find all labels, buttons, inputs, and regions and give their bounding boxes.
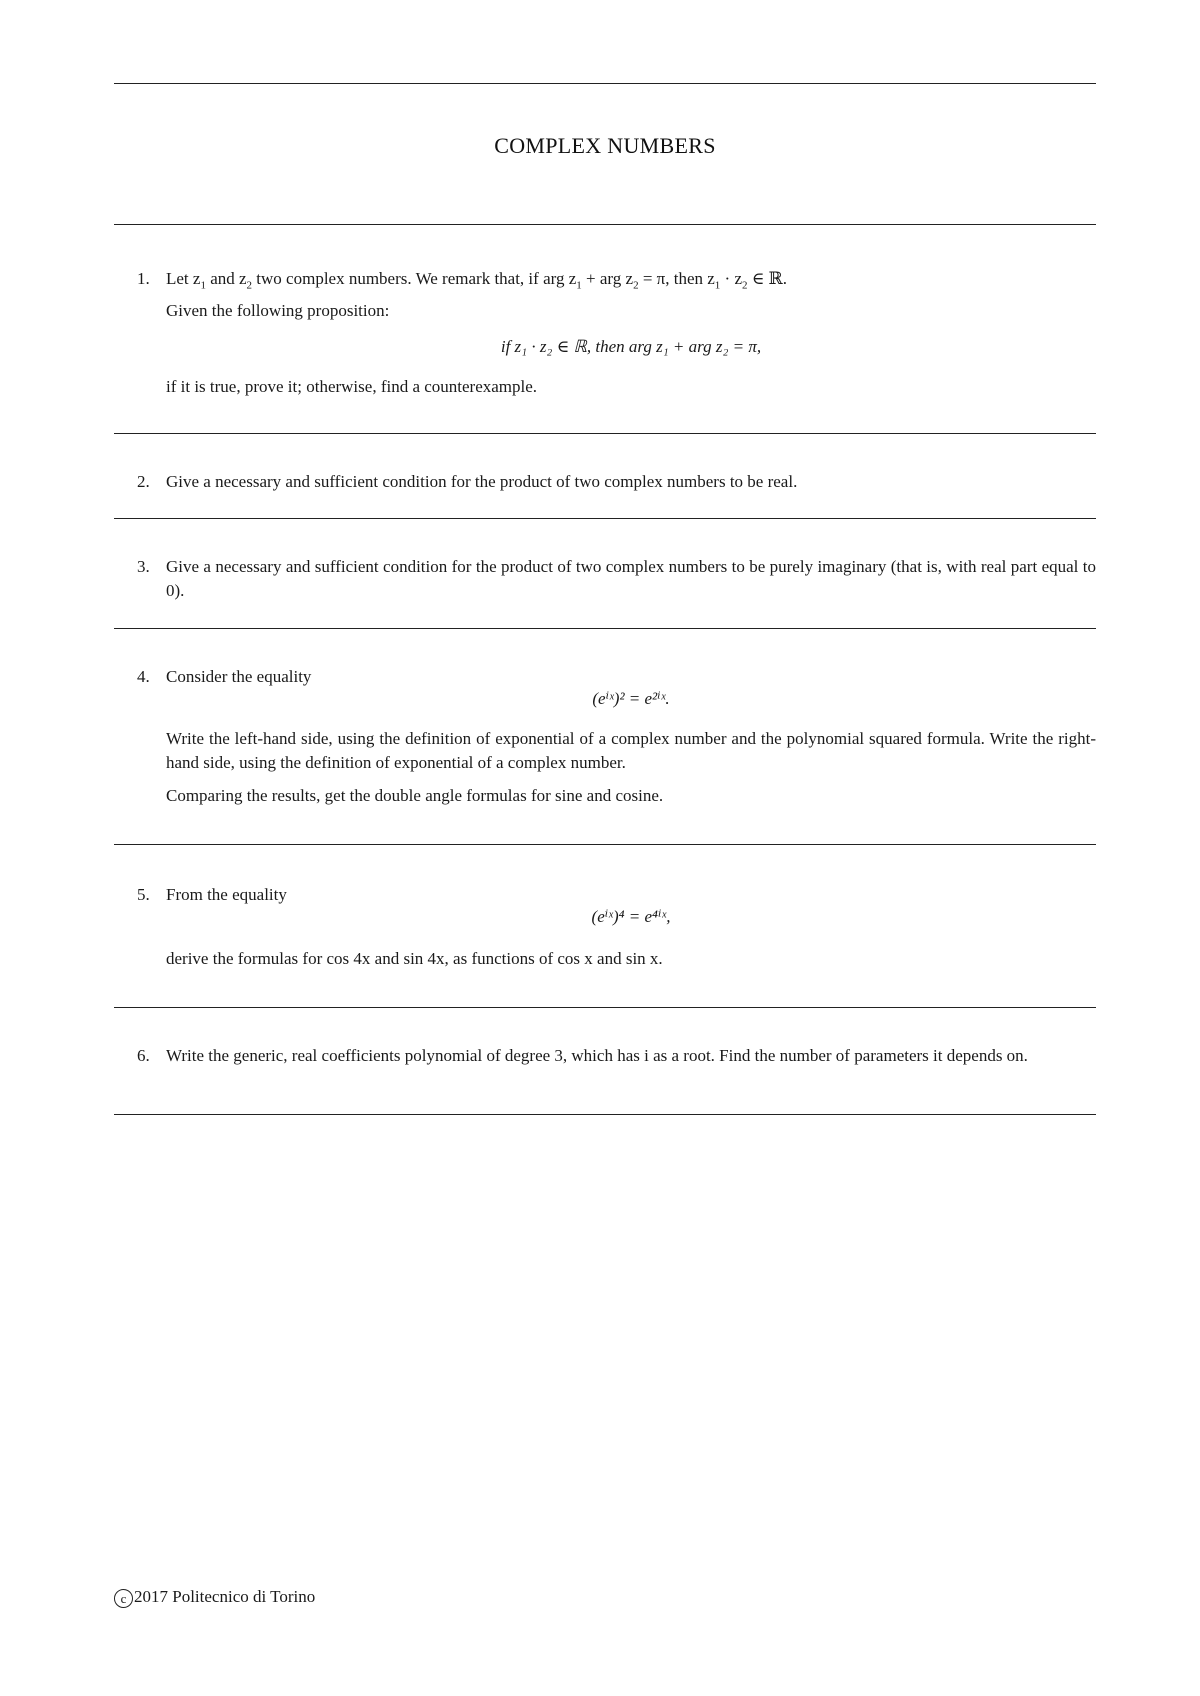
rule-5	[114, 1007, 1096, 1008]
rule-3	[114, 628, 1096, 629]
rule-2	[114, 518, 1096, 519]
exercise-number: 6.	[137, 1046, 150, 1065]
exercise-6	[114, 1044, 1096, 1068]
exercise-number: 2.	[137, 472, 150, 491]
exercise-1-line-3: if it is true, prove it; otherwise, find a counterexample.	[166, 377, 538, 396]
top-rule	[114, 83, 1096, 84]
exercise-1-line-2: Given the following proposition:	[166, 301, 390, 320]
exercise-number: 5.	[137, 885, 150, 904]
exercise-4-intro: Consider the equality	[166, 667, 312, 686]
rule-6	[114, 1114, 1096, 1115]
rule-4	[114, 844, 1096, 845]
exercise-number: 3.	[137, 557, 150, 576]
exercise-4-para-2: Comparing the results, get the double angle formulas for sine and cosine.	[166, 786, 664, 805]
exercise-6-text: Write the generic, real coefficients polynomial of degree 3, which has i as a root. Find the number of parameters it depends on.	[166, 1046, 1028, 1065]
exercise-5-para-1: derive the formulas for cos 4x and sin 4x, as functions of cos x and sin x.	[166, 949, 663, 968]
exercise-5-display: (eⁱˣ)⁴ = e⁴ⁱˣ,	[591, 907, 671, 926]
exercise-4-display: (eⁱˣ)² = e²ⁱˣ.	[592, 689, 670, 708]
exercise-1-line-1: Let $z_1$ and $z_2$ two complex numbers. We remark that, if arg $z_1$ + arg $z_2 = \pi$, then $z_1 \cdot z_2$ ∈ ℝ.	[166, 269, 787, 292]
footer-text: 2017 Politecnico di Torino	[134, 1587, 316, 1606]
exercise-3-text: Give a necessary and sufficient condition for the product of two complex numbers to be purely imaginary (that is, with real part equal to 0).	[166, 557, 1096, 600]
exercise-1	[114, 267, 1096, 399]
exercise-number: 1.	[137, 269, 150, 288]
title-rule	[114, 224, 1096, 225]
exercise-5-intro: From the equality	[166, 885, 287, 904]
exercise-4-para-1: Write the left-hand side, using the definition of exponential of a complex number and the polynomial squared formula. Write the right-hand side, using the definition of exponential of a complex number.	[166, 729, 1096, 772]
footer	[114, 1587, 315, 1608]
page-title: COMPLEX NUMBERS	[494, 133, 716, 158]
exercise-5	[114, 883, 1096, 971]
exercise-1-display: if z₁ · z₂ ∈ ℝ, then arg z₁ + arg z₂ = π,	[500, 337, 762, 356]
exercise-number: 4.	[137, 667, 150, 686]
exercise-2-text: Give a necessary and sufficient condition for the product of two complex numbers to be real.	[166, 472, 798, 491]
exercise-2	[114, 470, 1096, 494]
copyright-icon: c	[114, 1589, 133, 1608]
exercise-4	[114, 665, 1096, 808]
exercise-3	[114, 555, 1096, 603]
rule-1	[114, 433, 1096, 434]
